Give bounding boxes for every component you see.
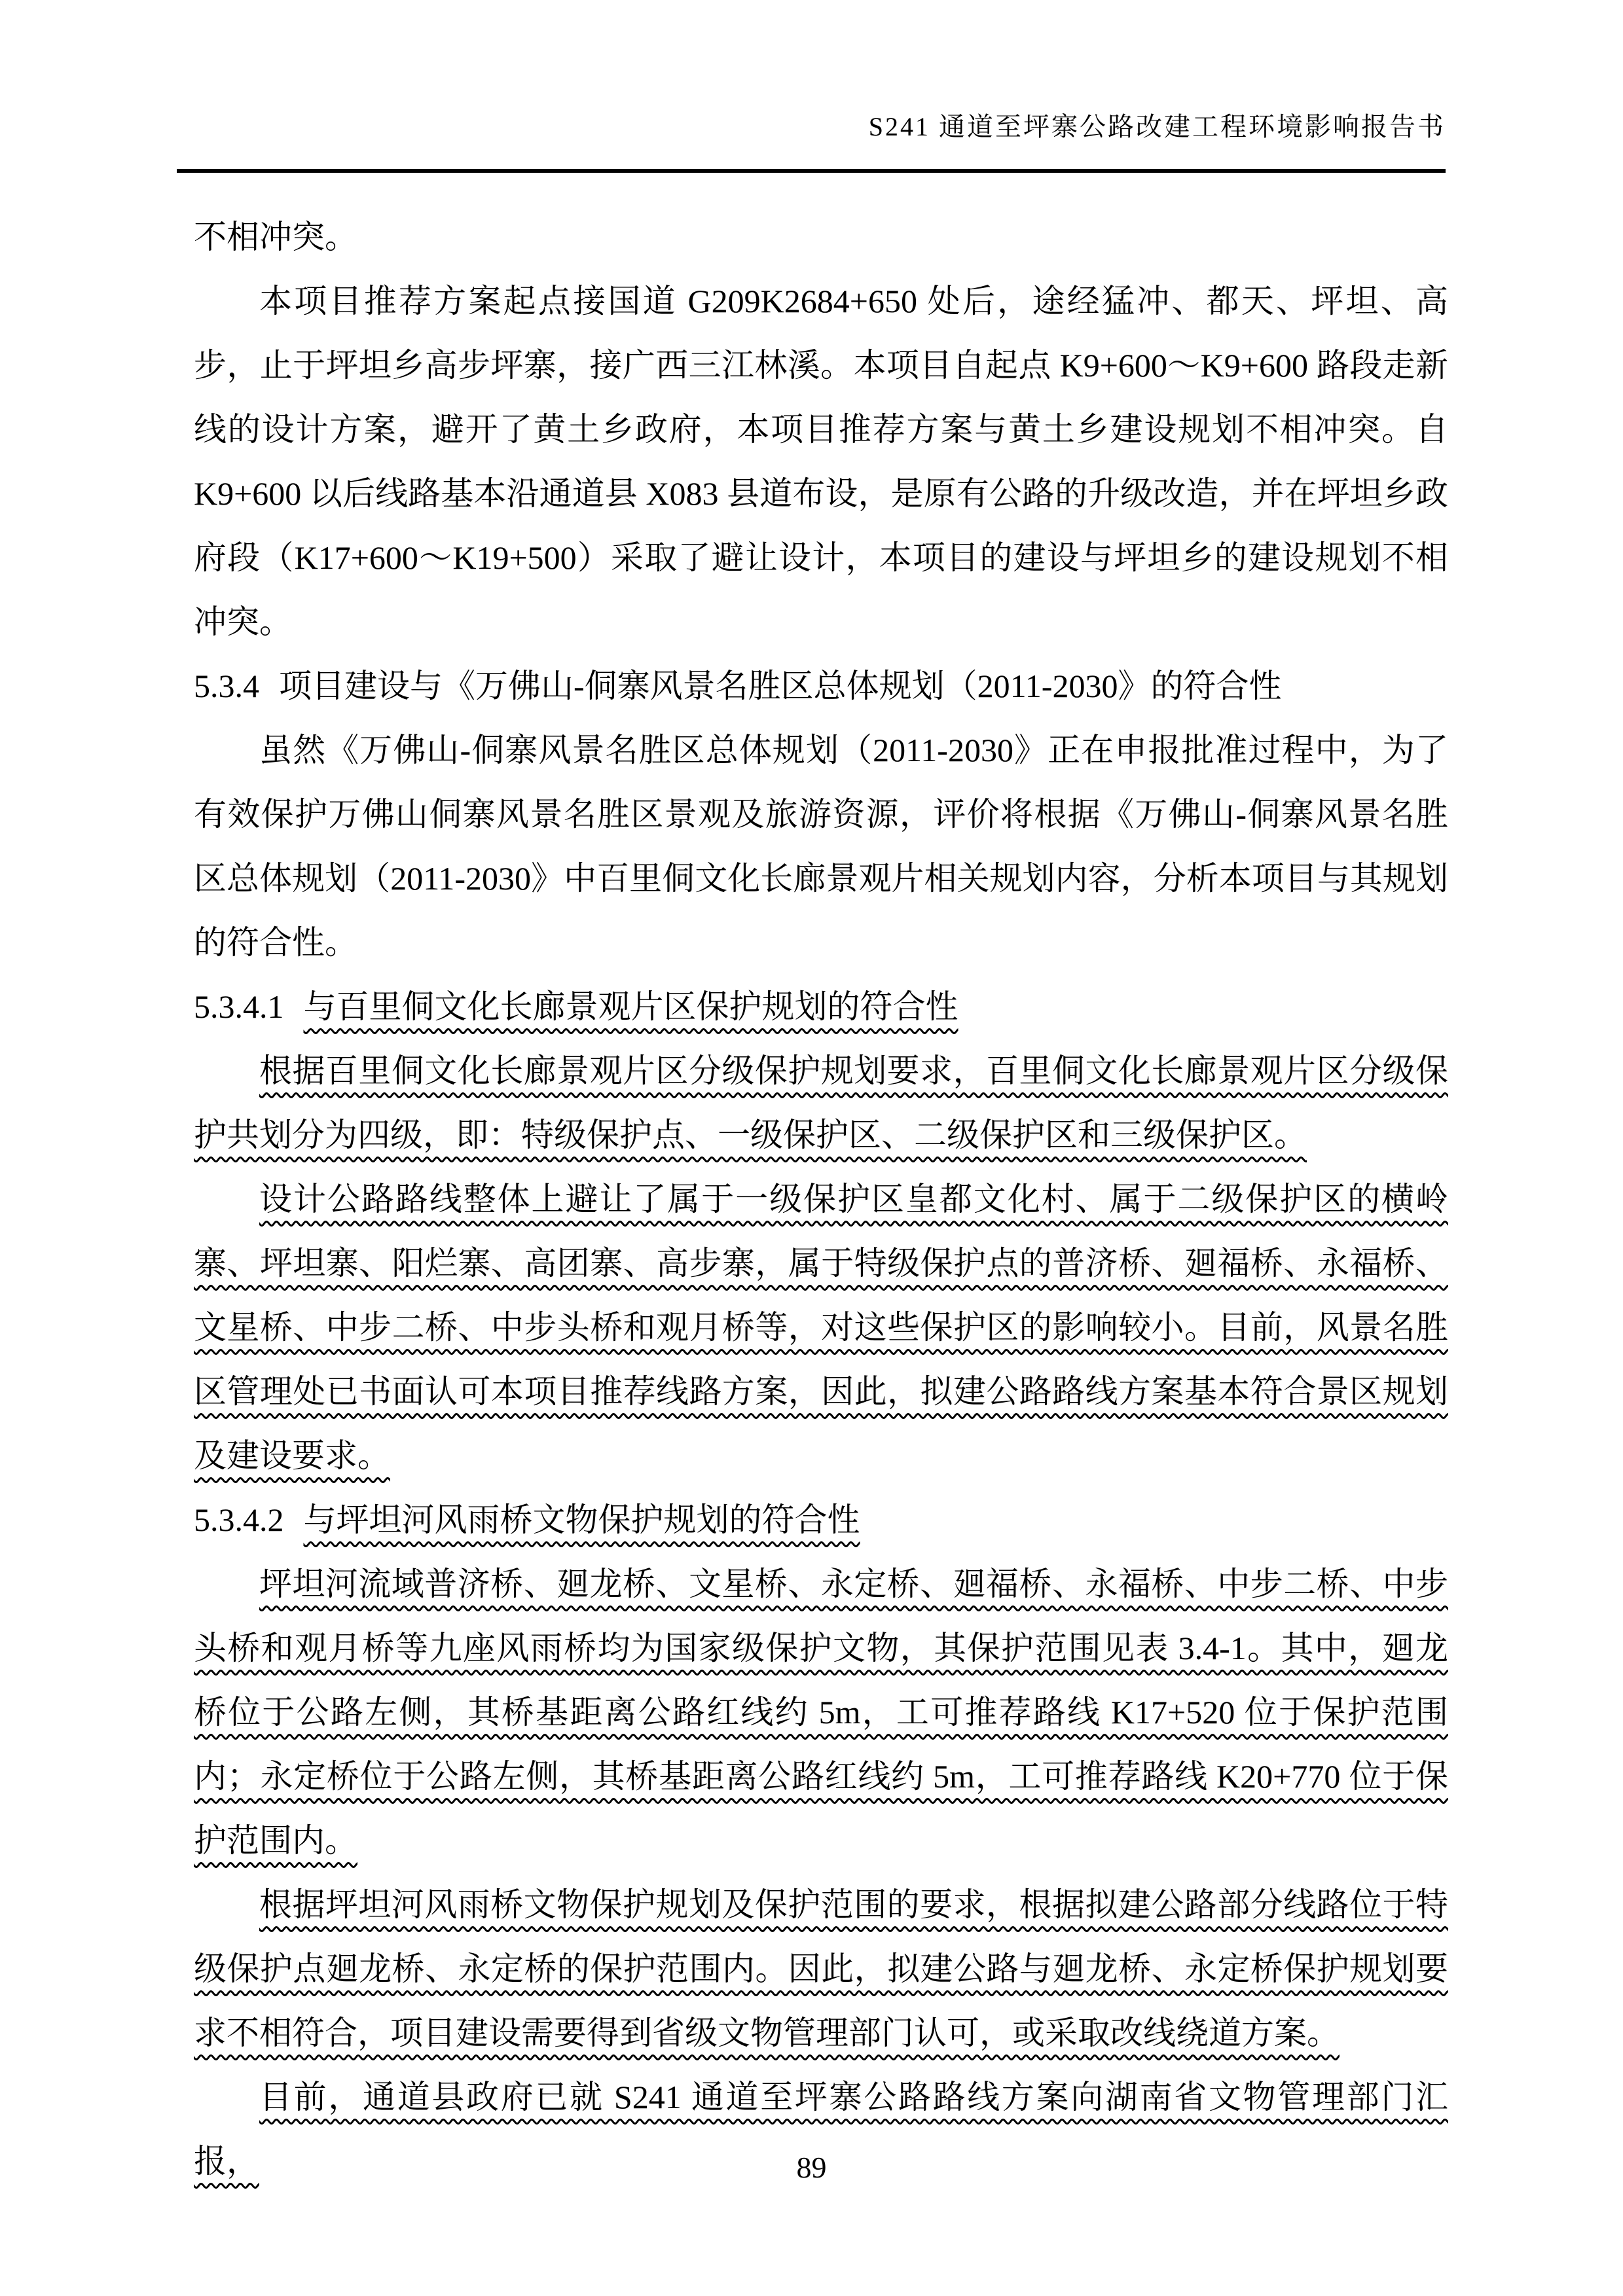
document-body bbox=[194, 205, 1448, 2193]
section-number: 5.3.4.1 bbox=[194, 988, 284, 1025]
section-number: 5.3.4.2 bbox=[194, 1501, 284, 1538]
paragraph: 本项目推荐方案起点接国道 G209K2684+650 处后，途经猛冲、都天、坪坦、高步，止于坪坦乡高步坪寨，接广西三江林溪。本项目自起点 K9+600～K9+600 路段走新线的设计方案，避开了黄土乡政府，本项目推荐方案与黄土乡建设规划不相冲突。自 K9+600 以后线路基本沿通道县 X083 县道布设，是原有公路的升级改造，并在坪坦乡政府段（K17+600～K19+500）采取了避让设计，本项目的建设与坪坦乡的建设规划不相冲突。 bbox=[194, 283, 1448, 640]
section-title: 与百里侗文化长廊景观片区保护规划的符合性 bbox=[303, 988, 958, 1025]
paragraph: 目前，通道县政府已就 S241 通道至坪寨公路路线方案向湖南省文物管理部门汇报， bbox=[194, 2079, 1448, 2179]
page-header bbox=[177, 109, 1446, 173]
page-number: 89 bbox=[796, 2151, 827, 2184]
paragraph: 虽然《万佛山-侗寨风景名胜区总体规划（2011-2030》正在申报批准过程中，为了有效保护万佛山侗寨风景名胜区景观及旅游资源，评价将根据《万佛山-侗寨风景名胜区总体规划（2011-2030》中百里侗文化长廊景观片相关规划内容，分析本项目与其规划的符合性。 bbox=[194, 732, 1448, 961]
section-heading bbox=[194, 975, 1448, 1039]
section-heading bbox=[194, 1488, 1448, 1552]
header-title: S241 通道至坪寨公路改建工程环境影响报告书 bbox=[868, 112, 1446, 141]
paragraph: 设计公路路线整体上避让了属于一级保护区皇都文化村、属于二级保护区的横岭寨、坪坦寨、阳烂寨、高团寨、高步寨，属于特级保护点的普济桥、廻福桥、永福桥、文星桥、中步二桥、中步头桥和观月桥等，对这些保护区的影响较小。目前，风景名胜区管理处已书面认可本项目推荐线路方案，因此，拟建公路路线方案基本符合景区规划及建设要求。 bbox=[194, 1181, 1448, 1474]
paragraph: 根据百里侗文化长廊景观片区分级保护规划要求，百里侗文化长廊景观片区分级保护共划分为四级，即：特级保护点、一级保护区、二级保护区和三级保护区。 bbox=[194, 1052, 1448, 1153]
paragraph: 不相冲突。 bbox=[194, 219, 357, 255]
section-title: 项目建设与《万佛山-侗寨风景名胜区总体规划（2011-2030》的符合性 bbox=[279, 668, 1282, 704]
section-title: 与坪坦河风雨桥文物保护规划的符合性 bbox=[303, 1501, 860, 1538]
section-heading bbox=[194, 654, 1448, 718]
paragraph: 根据坪坦河风雨桥文物保护规划及保护范围的要求，根据拟建公路部分线路位于特级保护点廻龙桥、永定桥的保护范围内。因此，拟建公路与廻龙桥、永定桥保护规划要求不相符合，项目建设需要得到省级文物管理部门认可，或采取改线绕道方案。 bbox=[194, 1886, 1448, 2051]
page-footer bbox=[0, 2148, 1623, 2187]
paragraph: 坪坦河流域普济桥、廻龙桥、文星桥、永定桥、廻福桥、永福桥、中步二桥、中步头桥和观月桥等九座风雨桥均为国家级保护文物，其保护范围见表 3.4-1。其中，廻龙桥位于公路左侧，其桥基距离公路红线约 5m，工可推荐路线 K17+520 位于保护范围内；永定桥位于公路左侧，其桥基距离公路红线约 5m，工可推荐路线 K20+770 位于保护范围内。 bbox=[194, 1566, 1448, 1859]
section-number: 5.3.4 bbox=[194, 668, 259, 704]
